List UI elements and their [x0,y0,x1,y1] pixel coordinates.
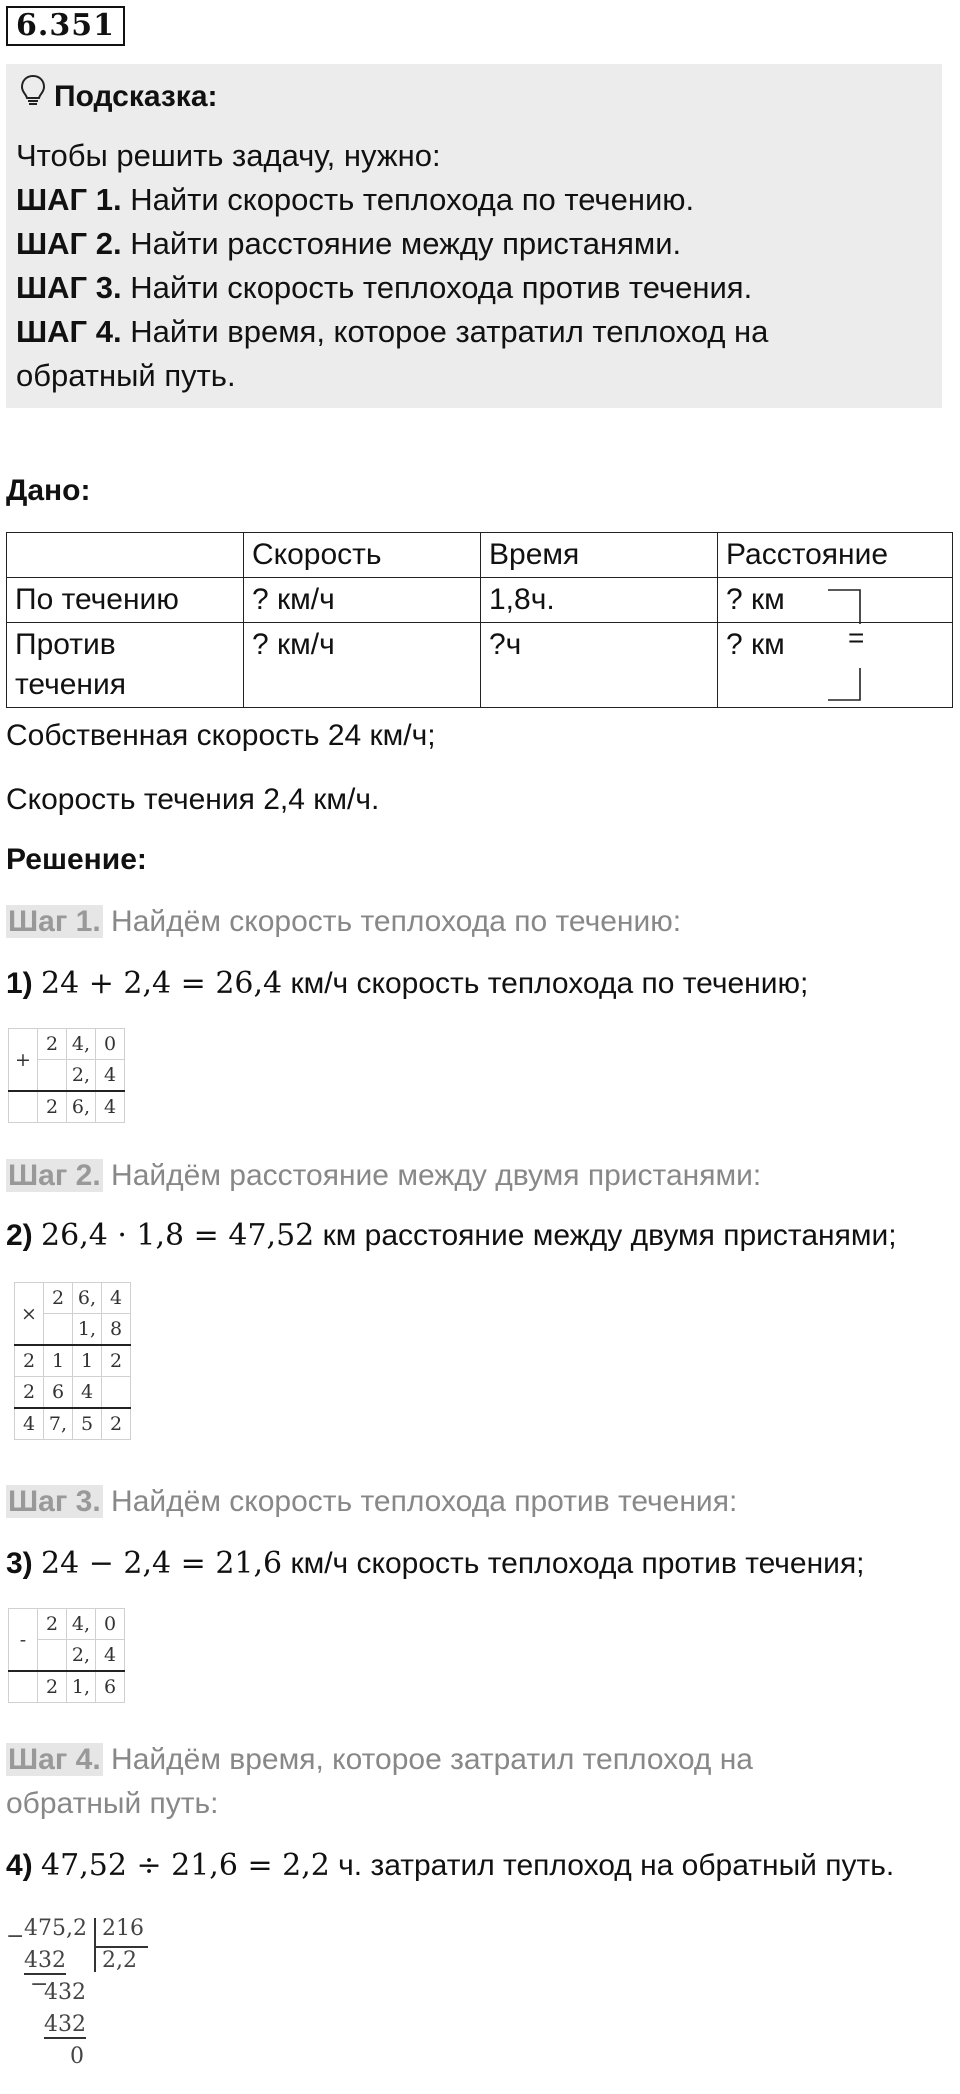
problem-number: 6.351 [6,6,125,46]
given-label: Дано: [6,474,91,507]
plus-sign: + [9,1029,38,1092]
calc-cell: 4, [67,1029,96,1060]
calc-cell: 1, [67,1671,96,1703]
header-cell: Скорость [244,533,481,578]
quotient: 2,2 [102,1948,137,1973]
table-cell: Против течения [7,623,244,708]
calc-cell: 2 [38,1029,67,1060]
calc-cell: 5 [73,1408,102,1440]
minus-sign: - [9,1609,38,1672]
calc-cell: 2, [67,1060,96,1092]
minus-sign: − [30,1972,49,1997]
table-cell: 1,8ч. [481,578,718,623]
calc-cell: 6, [73,1283,102,1314]
current-speed: Скорость течения 2,4 км/ч. [6,783,380,816]
header-cell: Время [481,533,718,578]
table-header-row [7,533,953,578]
step-3-equation: 3) 24 − 2,4 = 21,6 км/ч скорость теплохода против течения; [6,1546,865,1581]
calc-cell: 6 [96,1671,125,1703]
step-1-equation: 1) 24 + 2,4 = 26,4 км/ч скорость теплохода по течению; [6,966,809,1001]
step-4-title-cont: обратный путь: [6,1787,219,1820]
step-4-title: Шаг 4. Найдём время, которое затратил теплоход на [8,1743,753,1776]
hint-step-4-cont: обратный путь. [16,358,236,393]
calc-cell: 2 [44,1283,73,1314]
hint-title-row [20,74,218,119]
calc-cell: 4 [96,1060,125,1092]
calc-cell: 2 [38,1091,67,1123]
calc-cell: 2 [38,1609,67,1640]
calc-cell: 2 [15,1377,44,1409]
equal-sign: = [848,622,865,653]
hint-step-2: ШАГ 2. Найти расстояние между пристанями. [16,226,682,261]
addition-calc [8,1028,125,1123]
subtrahend-1: 432 [24,1948,66,1973]
step-1-title: Шаг 1. Найдём скорость теплохода по течению: [8,905,682,938]
calc-cell [102,1377,131,1409]
calc-cell: 4 [102,1283,131,1314]
calc-cell: 2 [15,1345,44,1377]
division-bar [94,1918,96,1972]
hint-title: Подсказка: [54,79,218,113]
calc-cell [38,1640,67,1672]
calc-cell: 7, [44,1408,73,1440]
table-cell: ? км [718,623,953,708]
times-sign: × [15,1283,44,1346]
header-cell: Расстояние [718,533,953,578]
hint-step-4: ШАГ 4. Найти время, которое затратил теплоход на [16,314,769,349]
given-table [6,532,953,708]
calc-cell: 1 [73,1345,102,1377]
calc-cell: 0 [96,1609,125,1640]
hint-box [6,64,942,408]
dividend: 475,2 [24,1916,87,1941]
calc-cell: 4 [73,1377,102,1409]
step-2-title: Шаг 2. Найдём расстояние между двумя пристанями: [8,1159,762,1192]
table-cell: ? км/ч [244,578,481,623]
calc-cell [9,1671,38,1703]
lightbulb-icon [20,74,46,119]
multiplication-calc [14,1282,131,1440]
calc-cell: 4 [96,1640,125,1672]
calc-cell [38,1060,67,1092]
solution-label: Решение: [6,843,147,876]
table-cell: ? км [718,578,953,623]
table-row [7,623,953,708]
step-2-equation: 2) 26,4 · 1,8 = 47,52 км расстояние между двумя пристанями; [6,1218,897,1253]
calc-cell: 6, [67,1091,96,1123]
table-cell: ?ч [481,623,718,708]
minus-sign: − [6,1924,25,1949]
calc-cell: 0 [96,1029,125,1060]
subtraction-calc [8,1608,125,1703]
final-remainder: 0 [70,2044,84,2069]
calc-cell: 4 [15,1408,44,1440]
hint-intro: Чтобы решить задачу, нужно: [16,138,441,173]
calc-cell [44,1314,73,1346]
calc-cell: 6 [44,1377,73,1409]
calc-cell: 2 [102,1408,131,1440]
calc-cell: 4, [67,1609,96,1640]
hint-step-1: ШАГ 1. Найти скорость теплохода по течению. [16,182,695,217]
divisor: 216 [102,1916,144,1941]
calc-cell [9,1091,38,1123]
calc-cell: 2, [67,1640,96,1672]
remainder-1: 432 [44,1980,86,2005]
calc-cell: 2 [102,1345,131,1377]
step-3-title: Шаг 3. Найдём скорость теплохода против течения: [8,1485,738,1518]
table-cell: По течению [7,578,244,623]
table-row [7,578,953,623]
table-cell: ? км/ч [244,623,481,708]
own-speed: Собственная скорость 24 км/ч; [6,719,436,752]
step-4-equation: 4) 47,52 ÷ 21,6 = 2,2 ч. затратил теплоход на обратный путь. [6,1848,895,1883]
calc-cell: 1 [44,1345,73,1377]
division-calc [6,1916,156,2086]
calc-cell: 8 [102,1314,131,1346]
calc-cell: 2 [38,1671,67,1703]
hint-step-3: ШАГ 3. Найти скорость теплохода против течения. [16,270,753,305]
calc-cell: 4 [96,1091,125,1123]
header-cell [7,533,244,578]
subtrahend-2: 432 [44,2012,86,2037]
calc-cell: 1, [73,1314,102,1346]
